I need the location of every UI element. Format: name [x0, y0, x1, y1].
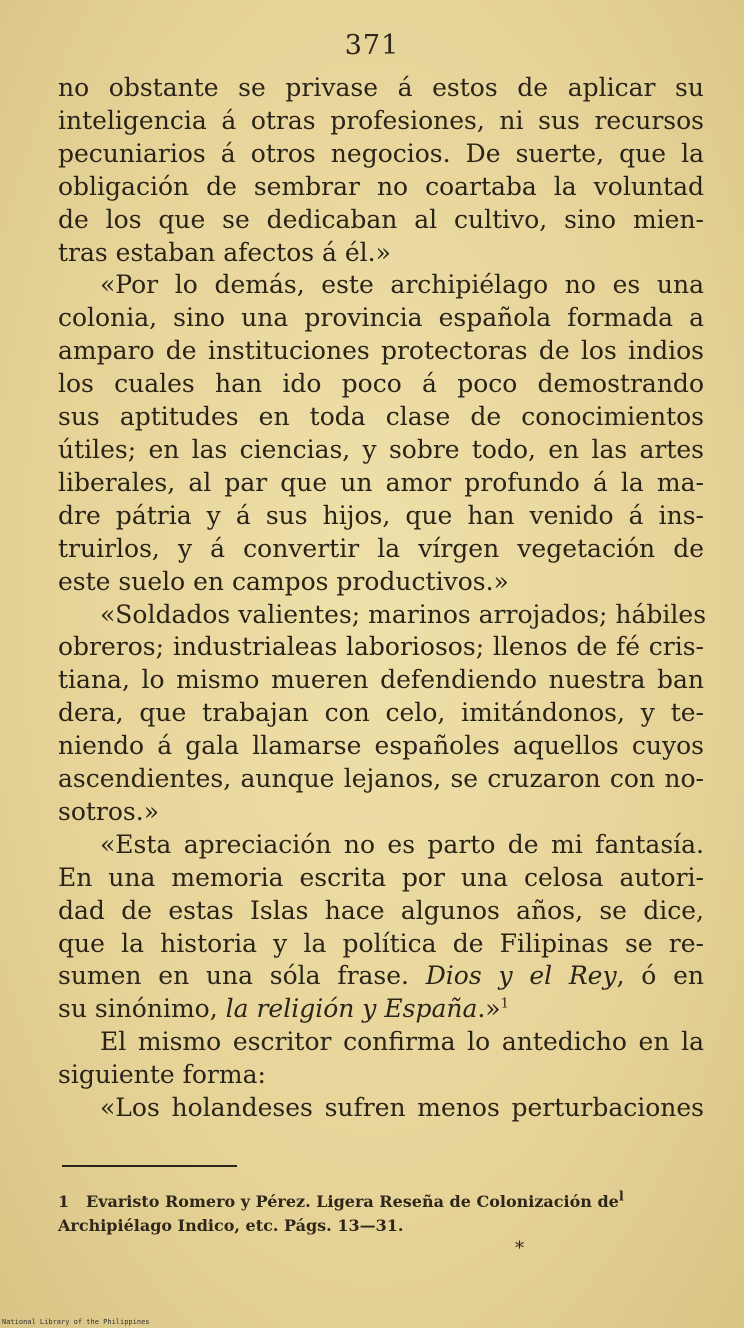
text-line: tiana, lo mismo mueren defendiendo nuestra ban — [58, 665, 704, 695]
text-segment: sumen en una sóla frase. — [58, 961, 426, 991]
text-line: En una memoria escrita por una celosa autori- — [58, 862, 704, 892]
footnote-divider — [62, 1165, 237, 1167]
text-line: tras estaban afectos á él.» — [58, 237, 391, 267]
body-text — [58, 72, 707, 1125]
text-line: «Los holandeses sufren menos perturbaciones — [100, 1093, 704, 1123]
library-credit: National Library of the Philippines — [2, 1318, 150, 1326]
text-line: dera, que trabajan con celo, imitándonos, y te- — [58, 698, 704, 728]
text-line: sotros.» — [58, 796, 160, 826]
text-line: no obstante se privase á estos de aplicar su — [58, 73, 704, 102]
text-line: ascendientes, aunque lejanos, se cruzaron con no- — [58, 764, 704, 794]
footnote-reference: 1 — [500, 997, 509, 1013]
text-line: obreros; industrialeas laboriosos; llenos de fé cris- — [58, 632, 704, 662]
page-number: 371 — [344, 30, 400, 61]
text-line: sus aptitudes en toda clase de conocimientos — [58, 402, 704, 432]
text-line: este suelo en campos productivos.» — [58, 566, 509, 596]
text-line: colonia, sino una provincia española formada a — [58, 303, 704, 333]
italic-phrase: Dios y el Rey — [425, 961, 617, 991]
text-line: dre pátria y á sus hijos, que han venido á ins- — [58, 500, 704, 530]
footnote-number: 1 — [58, 1192, 70, 1211]
text-line — [58, 960, 704, 993]
text-segment: , ó en — [616, 961, 705, 991]
text-line: de los que se dedicaban al cultivo, sino mien- — [58, 204, 704, 234]
text-segment: .» — [477, 994, 501, 1024]
text-line: El mismo escritor confirma lo antedicho en la — [100, 1027, 704, 1057]
text-line: que la historia y la política de Filipinas se re- — [58, 928, 704, 958]
text-line: amparo de instituciones protectoras de los indios — [58, 336, 704, 366]
text-line: «Esta apreciación no es parto de mi fantasía. — [100, 829, 704, 859]
footnotes — [58, 1190, 700, 1238]
text-line: obligación de sembrar no coartaba la voluntad — [58, 171, 704, 201]
footnote-line — [58, 1190, 700, 1214]
text-line: truirlos, y á convertir la vírgen vegetación de — [58, 533, 704, 563]
text-line: «Por lo demás, este archipiélago no es una — [100, 270, 704, 300]
text-line: liberales, al par que un amor profundo á la ma- — [58, 467, 704, 497]
footnote-line: Archipiélago Indico, etc. Págs. 13—31. — [58, 1216, 404, 1235]
text-line: útiles; en las ciencias, y sobre todo, en las artes — [58, 434, 704, 464]
footnote-superscript: l — [618, 1189, 624, 1205]
text-segment: su sinónimo, — [58, 994, 226, 1024]
text-line: los cuales han ido poco á poco demostrando — [58, 369, 704, 399]
italic-phrase: la religión y España — [225, 994, 478, 1024]
text-line: «Soldados valientes; marinos arrojados; hábiles — [100, 599, 707, 629]
text-line: niendo á gala llamarse españoles aquellos cuyos — [58, 731, 704, 761]
text-line: siguiente forma: — [58, 1060, 266, 1090]
asterisk-marker: * — [515, 1238, 524, 1259]
text-line: dad de estas Islas hace algunos años, se dice, — [58, 895, 704, 925]
text-line: pecuniarios á otros negocios. De suerte, que la — [58, 138, 704, 168]
text-line: inteligencia á otras profesiones, ni sus recursos — [58, 105, 704, 135]
footnote-text: Evaristo Romero y Pérez. Ligera Reseña de Colonización de — [86, 1192, 619, 1211]
text-line — [58, 993, 704, 1026]
